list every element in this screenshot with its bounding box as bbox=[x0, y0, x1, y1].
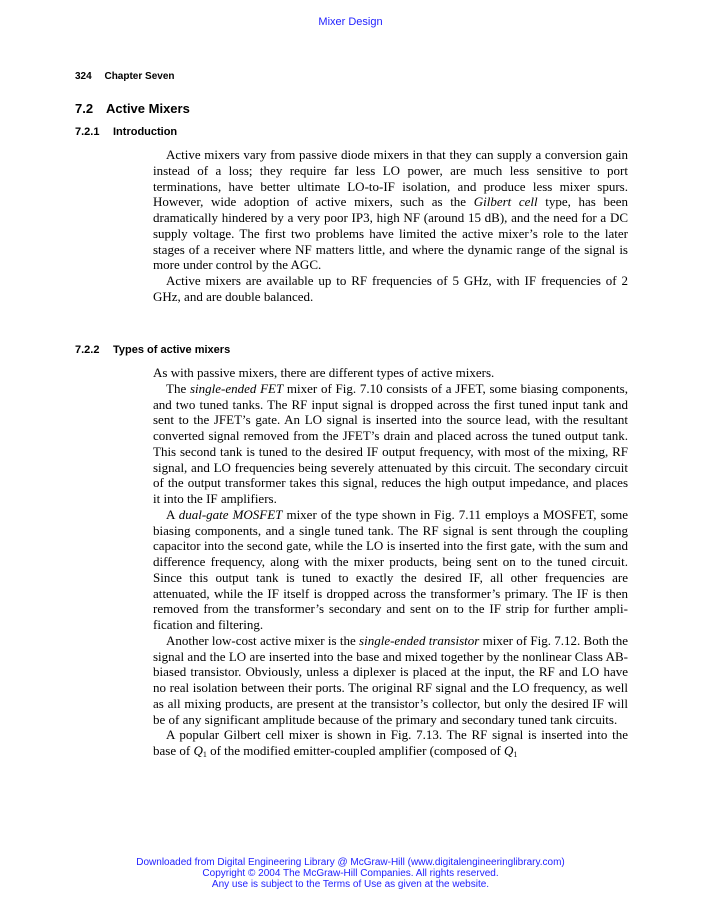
subsection-number: 7.2.1 bbox=[75, 126, 100, 138]
paragraph: A popular Gilbert cell mixer is shown in Fig. 7.13. The RF signal is inserted into the base of $Q_1$ of the modified emitter-coupled amplifier (composed of $Q_1$ bbox=[153, 727, 628, 759]
paragraph: Another low-cost active mixer is the single-ended transistor mixer of Fig. 7.12. Both the signal and the LO are inserted into the base and mixed together by the nonlinear Class AB-biased transistor. Obviously, unless a diplexer is placed at the input, the RF and LO have no real isolation between their ports. The original RF signal and the LO frequency, as well as all mixing products, are present at the transistor’s collector, but only the desired IF will be of any significant amplitude because of the primary and secondary tuned tank circuits. bbox=[153, 632, 628, 727]
intro-body bbox=[153, 147, 628, 305]
footer-copyright-line: Copyright © 2004 The McGraw-Hill Companies. All rights reserved. bbox=[202, 868, 499, 879]
footer bbox=[0, 857, 701, 890]
subsection-heading-intro bbox=[75, 126, 177, 138]
paragraph: As with passive mixers, there are different types of active mixers. bbox=[153, 365, 495, 380]
footer-terms-line[interactable]: Any use is subject to the Terms of Use as given at the website. bbox=[211, 879, 490, 890]
footer-download-line[interactable]: Downloaded from Digital Engineering Library @ McGraw-Hill (www.digitalengineeringlibrary.com) bbox=[136, 857, 565, 868]
running-header: Mixer Design bbox=[318, 16, 383, 28]
paragraph: The single-ended FET mixer of Fig. 7.10 consists of a JFET, some biasing components, and two tuned tanks. The RF input signal is dropped across the first tuned input tank and sent to the JFET’s gate. An LO signal is inserted into the source lead, with the resultant converted signal removed from the JFET’s drain and placed across the tuned output tank. This second tank is tuned to the desired IF output frequency, with most of the mixing, RF signal, and LO frequencies being severely attenuated by this circuit. The secondary circuit of the output transformer takes this signal, reduces the high output impedance, and places it into the IF amplifiers. bbox=[153, 380, 628, 506]
paragraph: Active mixers are available up to RF frequencies of 5 GHz, with IF frequencies of 2 GHz, and are double balanced. bbox=[153, 273, 628, 304]
section-number: 7.2 bbox=[75, 101, 94, 116]
subsection-number: 7.2.2 bbox=[75, 344, 100, 356]
page-number: 324 bbox=[75, 71, 92, 82]
subsection-heading-types bbox=[75, 344, 230, 356]
subsection-title: Introduction bbox=[113, 126, 178, 138]
chapter-title: Chapter Seven bbox=[104, 71, 175, 82]
section-heading bbox=[75, 101, 190, 116]
types-body bbox=[153, 365, 628, 763]
section-title: Active Mixers bbox=[106, 101, 190, 116]
paragraph: Active mixers vary from passive diode mixers in that they can supply a conversion gain instead of a loss; they require far less LO power, are much less sensitive to port terminations, have better ultimate LO-to-IF isolation, and produce less mixer spurs. However, wide adoption of active mixers, such as the Gilbert cell type, has been dramatically hindered by a very poor IP3, high NF (around 15 dB), and the need for a DC supply voltage. The first two problems have limited the active mixer’s role to the later stages of a receiver where NF matters little, and where the dynamic range of the signal is more under control by the AGC. bbox=[153, 147, 628, 273]
subsection-title: Types of active mixers bbox=[113, 344, 231, 356]
paragraph: A dual-gate MOSFET mixer of the type shown in Fig. 7.11 employs a MOSFET, some biasing components, and a single tuned tank. The RF signal is sent through the coupling capacitor into the second gate, while the LO is inserted into the first gate, with the sum and difference frequency, along with the mixer products, being sent on to the tuned circuit. Since this output tank is tuned to exactly the desired IF, all other frequencies are attenuated, while the IF itself is dropped across the transformer’s primary. The IF is then removed from the transformer’s secondary and sent on to the IF strip for further amplification and filtering. bbox=[153, 506, 629, 632]
page-header-line bbox=[75, 71, 175, 82]
